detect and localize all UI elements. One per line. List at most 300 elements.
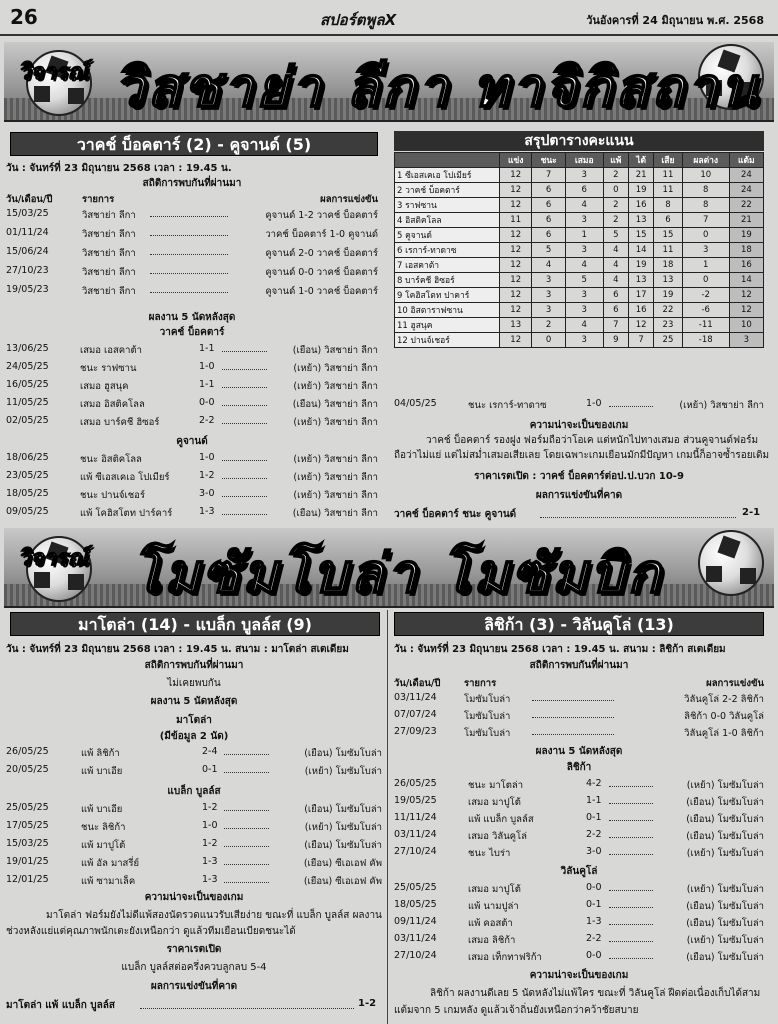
match-date: 17/05/25 — [6, 820, 49, 831]
h2h-row — [394, 709, 764, 721]
opponent: แพ้ มาปูโต้ — [81, 840, 126, 851]
venue-league: (เหย้า) วิสชาย่า ลีกา — [293, 490, 378, 501]
analysis-text: ช่วงหลังแย่แต่คุณภาพนักเตะยังเหนือกว่า ดูแล้วทีมเยือนเบียดชนะได้ — [6, 926, 296, 937]
score: 2-2 — [586, 829, 602, 840]
stat-cell: 9 — [603, 333, 628, 348]
stat-cell: 2 — [603, 168, 628, 183]
match-result: คูจานด์ 0-0 วาคช์ บ็อคตาร์ — [265, 267, 378, 278]
h2h-row — [394, 726, 764, 738]
h2h-title: สถิติการพบกันที่ผ่านมา — [529, 660, 629, 671]
opponent: เสมอ มาปูโต้ — [468, 797, 521, 808]
leader-dots — [224, 802, 269, 811]
opponent: แพ้ อัล มาสรี่ย์ — [81, 858, 140, 869]
form-row — [394, 812, 764, 824]
stat-cell: 19 — [629, 258, 654, 273]
stat-cell: 3 — [532, 288, 566, 303]
stat-cell: 3 — [565, 213, 603, 228]
stat-cell: 21 — [629, 168, 654, 183]
team-name: วาคช์ บ็อคตาร์ — [159, 327, 225, 338]
match-date: 18/05/25 — [6, 488, 49, 499]
standings-row — [395, 318, 764, 333]
leader-dots — [140, 1000, 354, 1009]
prediction-title: ผลการแข่งขันที่คาด — [150, 981, 238, 992]
standings-row — [395, 183, 764, 198]
leader-dots — [532, 726, 614, 735]
match-title: ลิชิก้า (3) - วิลันคูโล่ (13) — [394, 612, 764, 636]
team-name: 11 ฮูสนุค — [395, 318, 500, 333]
opponent: แพ้ โคฮิสโตท ปาร์คาร์ — [80, 508, 173, 519]
form-row — [394, 778, 764, 790]
leader-dots — [222, 415, 267, 424]
opening-price-title: ราคาเรตเปิด — [166, 944, 222, 955]
stat-cell: 25 — [654, 333, 683, 348]
team-name: คูจานด์ — [176, 436, 208, 447]
analysis-text: มาโตล่า ฟอร์มยังไม่ดีแพ้สองนัดรวดแนวรับเสียง่าย ขณะที่ แบล็ก บูลล์ส ผลงาน — [46, 910, 382, 921]
team-name: 4 อิสติคโลล — [395, 213, 500, 228]
opponent: เสมอ ฮูสนุค — [80, 381, 129, 392]
opponent: เสมอ บาร์คชี ฮิซอร์ — [80, 417, 160, 428]
match-date: 18/05/25 — [394, 899, 437, 910]
column-header: ผลต่าง — [682, 153, 729, 168]
stat-cell: 5 — [532, 243, 566, 258]
venue-league: (เยือน) วิสชาย่า ลีกา — [292, 399, 378, 410]
leader-dots — [224, 838, 269, 847]
stat-cell: 3 — [565, 303, 603, 318]
match-result: วิลันคูโล่ 1-0 ลิชิก้า — [684, 728, 764, 739]
stat-cell: 6 — [532, 183, 566, 198]
form-row — [6, 856, 382, 868]
opening-price: ราคาเรตเปิด : วาคช์ บ็อคตาร์ต่อป.ป.บวก 10-9 — [474, 471, 684, 482]
standings-header — [395, 153, 764, 168]
score: 1-1 — [199, 379, 215, 390]
match-date: 03/11/24 — [394, 692, 437, 703]
stat-cell: 6 — [603, 288, 628, 303]
competition: วิสชาย่า ลีกา — [82, 229, 136, 240]
match-result: วาคช์ บ็อคตาร์ 1-0 คูจานด์ — [265, 229, 378, 240]
match-date: 03/11/24 — [394, 829, 437, 840]
stat-cell: 3 — [565, 243, 603, 258]
score: 1-2 — [202, 838, 218, 849]
venue-league: (เยือน) ซีเอเอฟ คัพ — [303, 876, 382, 887]
opponent: แพ้ บาเอีย — [81, 766, 123, 777]
form-row — [6, 874, 382, 886]
venue-league: (เหย้า) วิสชาย่า ลีกา — [679, 400, 764, 411]
match-info: วัน : จันทร์ที่ 23 มิถุนายน 2568 เวลา : 19.45 น. สนาม : มาโตล่า สเตเดียม — [6, 644, 349, 655]
stat-cell: 6 — [532, 213, 566, 228]
leader-dots — [609, 829, 653, 838]
competition: โมซัมโบล่า — [464, 694, 511, 705]
stat-cell: 11 — [654, 243, 683, 258]
match-date: 09/05/25 — [6, 506, 49, 517]
match-date: 04/05/25 — [394, 398, 437, 409]
stat-cell: 16 — [729, 258, 763, 273]
leader-dots — [609, 778, 653, 787]
opponent: แพ้ ลิชิก้า — [81, 748, 120, 759]
stat-cell: 2 — [603, 213, 628, 228]
opponent: เสมอ เท็กทาฟริก้า — [468, 952, 542, 963]
score: 1-0 — [202, 820, 218, 831]
form-row — [394, 916, 764, 928]
stat-cell: 6 — [532, 198, 566, 213]
team-column-header — [395, 153, 500, 168]
match-date: 27/10/23 — [6, 265, 49, 276]
stat-cell: 4 — [565, 258, 603, 273]
stat-cell: 3 — [565, 333, 603, 348]
h2h-title: สถิติการพบกันที่ผ่านมา — [144, 660, 244, 671]
stat-cell: 18 — [654, 258, 683, 273]
score: 0-1 — [586, 812, 602, 823]
stat-cell: 0 — [682, 273, 729, 288]
venue-league: (เยือน) โมซัมโบล่า — [686, 918, 764, 929]
standings-row — [395, 273, 764, 288]
stat-cell: 22 — [654, 303, 683, 318]
stat-cell: 4 — [603, 273, 628, 288]
venue-league: (เหย้า) โมซัมโบล่า — [304, 766, 382, 777]
score: 3-0 — [199, 488, 215, 499]
stat-cell: 3 — [565, 168, 603, 183]
match-date: 23/05/25 — [6, 470, 49, 481]
match-date: 15/06/24 — [6, 246, 49, 257]
opponent: แพ้ นามปูล่า — [468, 901, 519, 912]
venue-league: (เยือน) โมซัมโบล่า — [304, 748, 382, 759]
score: 1-0 — [199, 361, 215, 372]
venue-league: (เหย้า) วิสชาย่า ลีกา — [293, 381, 378, 392]
match-date: 01/11/24 — [6, 227, 49, 238]
opponent: เสมอ เอสคาต้า — [80, 345, 142, 356]
score: 1-1 — [199, 343, 215, 354]
match-date: 11/11/24 — [394, 812, 437, 823]
form-row — [394, 933, 764, 945]
prediction-score: 2-1 — [742, 507, 761, 518]
stat-cell: 6 — [532, 228, 566, 243]
form-row — [394, 950, 764, 962]
venue-league: (เยือน) ซีเอเอฟ คัพ — [303, 858, 382, 869]
venue-league: (เหย้า) วิสชาย่า ลีกา — [293, 417, 378, 428]
form-row — [6, 802, 382, 814]
venue-league: (เยือน) โมซัมโบล่า — [304, 804, 382, 815]
venue-league: (เหย้า) วิสชาย่า ลีกา — [293, 363, 378, 374]
opponent: แพ้ ซีเอสเคเอ โปเมียร์ — [80, 472, 170, 483]
stat-cell: 0 — [532, 333, 566, 348]
stat-cell: 11 — [654, 183, 683, 198]
match-date: 15/03/25 — [6, 208, 49, 219]
score: 1-2 — [202, 802, 218, 813]
last5-title: ผลงาน 5 นัดหลังสุด — [535, 746, 623, 757]
stat-cell: 14 — [629, 243, 654, 258]
match-date: 15/03/25 — [6, 838, 49, 849]
stat-cell: 13 — [500, 318, 532, 333]
stat-cell: -2 — [682, 288, 729, 303]
column-header: ชนะ — [532, 153, 566, 168]
score: 0-0 — [586, 882, 602, 893]
football-icon — [698, 530, 764, 596]
banner-tajikistan — [4, 42, 774, 122]
score: 1-3 — [202, 874, 218, 885]
standings-title: สรุปตารางคะแนน — [394, 131, 764, 151]
stat-cell: 7 — [603, 318, 628, 333]
stat-cell: 3 — [565, 288, 603, 303]
standings-row — [395, 258, 764, 273]
masthead-logo: สปอร์ตพูลX — [320, 11, 397, 29]
form-row — [394, 829, 764, 841]
team-name: 8 บาร์คชี ฮิซอร์ — [395, 273, 500, 288]
leader-dots — [222, 452, 267, 461]
prediction-score: 1-2 — [358, 998, 377, 1009]
opponent: ชนะ ปานจ์เชอร์ — [80, 490, 145, 501]
leader-dots — [222, 343, 267, 352]
stat-cell: 12 — [500, 333, 532, 348]
stat-cell: 12 — [500, 183, 532, 198]
stat-cell: 4 — [603, 243, 628, 258]
stat-cell: 12 — [500, 228, 532, 243]
form-row — [6, 452, 378, 464]
stat-cell: 24 — [729, 168, 763, 183]
leader-dots — [532, 692, 614, 701]
venue-league: (เยือน) วิสชาย่า ลีกา — [292, 508, 378, 519]
venue-league: (เยือน) โมซัมโบล่า — [686, 797, 764, 808]
standings-row — [395, 333, 764, 348]
stat-cell: 8 — [682, 183, 729, 198]
standings-row — [395, 213, 764, 228]
stat-cell: 15 — [629, 228, 654, 243]
standings-row — [395, 198, 764, 213]
form-row — [6, 379, 378, 391]
team-name: ลิชิก้า — [566, 762, 592, 773]
leader-dots — [150, 208, 228, 217]
stat-cell: 6 — [603, 303, 628, 318]
match-result: คูจานด์ 1-2 วาคช์ บ็อคตาร์ — [265, 210, 378, 221]
match-date: 20/05/25 — [6, 764, 49, 775]
match-date: 27/10/24 — [394, 950, 437, 961]
match-title: วาคช์ บ็อคตาร์ (2) - คูจานด์ (5) — [10, 132, 378, 156]
team-name: 1 ซีเอสเคเอ โปเมียร์ — [395, 168, 500, 183]
leader-dots — [222, 361, 267, 370]
column-header: เสมอ — [565, 153, 603, 168]
stat-cell: 2 — [603, 198, 628, 213]
prediction-title: ผลการแข่งขันที่คาด — [535, 490, 623, 501]
leader-dots — [222, 397, 267, 406]
analysis-text: ลิชิก้า ผลงานดีเลย 5 นัดหลังไม่แพ้ใคร ขณะที่ วิลันคูโล่ ฝืดต่อเนื่องเก็บได้สาม — [430, 988, 761, 999]
opponent: แพ้ คอสต้า — [468, 918, 513, 929]
stat-cell: 12 — [729, 288, 763, 303]
score: 1-3 — [586, 916, 602, 927]
match-info: วัน : จันทร์ที่ 23 มิถุนายน 2568 เวลา : 19.45 น. สนาม : ลิชิก้า สเตเดียม — [394, 644, 726, 655]
leader-dots — [609, 916, 653, 925]
standings-row — [395, 243, 764, 258]
score: 0-1 — [586, 899, 602, 910]
stat-cell: 13 — [629, 273, 654, 288]
match-title: มาโตล่า (14) - แบล็ก บูลล์ส (9) — [10, 612, 380, 636]
stat-cell: 13 — [654, 273, 683, 288]
leader-dots — [609, 795, 653, 804]
match-info: วัน : จันทร์ที่ 23 มิถุนายน 2568 เวลา : 19.45 น. — [6, 163, 232, 174]
competition: โมซัมโบล่า — [464, 728, 511, 739]
leader-dots — [222, 470, 267, 479]
opponent: เสมอ ลิชิก้า — [468, 935, 516, 946]
stat-cell: -18 — [682, 333, 729, 348]
analysis-title: ความน่าจะเป็นของเกม — [529, 970, 629, 981]
venue-league: (เหย้า) โมซัมโบล่า — [686, 848, 764, 859]
analysis-title: ความน่าจะเป็นของเกม — [144, 892, 244, 903]
column-header: แข่ง — [500, 153, 532, 168]
stat-cell: 12 — [629, 318, 654, 333]
venue-league: (เหย้า) โมซัมโบล่า — [686, 884, 764, 895]
stat-cell: 12 — [500, 303, 532, 318]
top-bar — [0, 0, 778, 36]
column-header: เสีย — [654, 153, 683, 168]
h2h-header: วัน/เดือน/ปี รายการ ผลการแข่งขัน — [394, 678, 764, 689]
opponent: ชนะ มาโตล่า — [468, 780, 524, 791]
stat-cell: 21 — [729, 213, 763, 228]
opponent: ชนะ อิสติคโลล — [80, 454, 142, 465]
team-name: วิลันคูโล่ — [560, 866, 598, 877]
prediction: มาโตล่า แพ้ แบล็ก บูลล์ส — [6, 1000, 115, 1011]
h2h-none: ไม่เคยพบกัน — [167, 678, 221, 689]
analysis-text: ถือว่าไม่แย่ แต่ไม่สม่ำเสมอเสียเลย โดยเฉพาะเกมเยือนมักมีปัญหา เกมนี้ก็อาจซ้ำรอยเดิม — [394, 450, 770, 461]
opponent: แพ้ บาเอีย — [81, 804, 123, 815]
match-date: 27/09/23 — [394, 726, 437, 737]
leader-dots — [609, 812, 653, 821]
stat-cell: 8 — [682, 198, 729, 213]
match-date: 11/05/25 — [6, 397, 49, 408]
form-row — [394, 398, 764, 410]
opening-price: แบล็ก บูลล์สต่อครึ่งควบลูกลบ 5-4 — [121, 962, 267, 973]
match-date: 18/06/25 — [6, 452, 49, 463]
team-note: (มีข้อมูล 2 นัด) — [159, 731, 229, 742]
analysis-title: ความน่าจะเป็นของเกม — [529, 420, 629, 431]
competition: วิสชาย่า ลีกา — [82, 210, 136, 221]
competition: วิสชาย่า ลีกา — [82, 286, 136, 297]
leader-dots — [224, 856, 269, 865]
opponent: แพ้ ซามาเล็ค — [81, 876, 136, 887]
form-row — [6, 343, 378, 355]
leader-dots — [224, 874, 269, 883]
team-name: 2 วาคช์ บ็อคตาร์ — [395, 183, 500, 198]
stat-cell: 12 — [500, 243, 532, 258]
match-date: 25/05/25 — [6, 802, 49, 813]
opponent: ชนะ ราฟซาน — [80, 363, 137, 374]
form-row — [6, 361, 378, 373]
venue-league: (เยือน) โมซัมโบล่า — [686, 814, 764, 825]
leader-dots — [150, 227, 228, 236]
leader-dots — [224, 764, 269, 773]
score: 2-2 — [586, 933, 602, 944]
match-date: 19/05/25 — [394, 795, 437, 806]
standings-row — [395, 303, 764, 318]
form-row — [394, 795, 764, 807]
score: 1-3 — [199, 506, 215, 517]
stat-cell: 4 — [565, 318, 603, 333]
competition: วิสชาย่า ลีกา — [82, 248, 136, 259]
form-row — [6, 764, 382, 776]
match-date: 13/06/25 — [6, 343, 49, 354]
match-date: 16/05/25 — [6, 379, 49, 390]
stat-cell: 6 — [565, 183, 603, 198]
match-date: 27/10/24 — [394, 846, 437, 857]
team-name: 10 อิสตาราฟซาน — [395, 303, 500, 318]
column-divider — [387, 610, 388, 1024]
form-row — [6, 838, 382, 850]
stat-cell: 4 — [603, 258, 628, 273]
opponent: เสมอ อิสติคโลล — [80, 399, 145, 410]
banner-kicker: วิจารณ์ — [18, 60, 88, 85]
stat-cell: 3 — [682, 243, 729, 258]
stat-cell: -11 — [682, 318, 729, 333]
score: 1-3 — [202, 856, 218, 867]
stat-cell: 12 — [500, 168, 532, 183]
opponent: เสมอ วิลันคูโล่ — [468, 831, 527, 842]
stat-cell: 12 — [500, 198, 532, 213]
opponent: เสมอ มาปูโต้ — [468, 884, 521, 895]
stat-cell: 15 — [654, 228, 683, 243]
stat-cell: 10 — [729, 318, 763, 333]
score: 0-0 — [199, 397, 215, 408]
match-date: 25/05/25 — [394, 882, 437, 893]
form-row — [6, 397, 378, 409]
column-header: แพ้ — [603, 153, 628, 168]
stat-cell: 19 — [729, 228, 763, 243]
stat-cell: 13 — [629, 213, 654, 228]
match-date: 24/05/25 — [6, 361, 49, 372]
analysis-text: วาคช์ บ็อคตาร์ รองฝูง ฟอร์มถือว่าโอเค แต่หนักไปทางเสมอ ส่วนคูจานด์ฟอร์ม — [426, 435, 759, 446]
team-name: 5 คูจานด์ — [395, 228, 500, 243]
score: 2-4 — [202, 746, 218, 757]
stat-cell: 19 — [629, 183, 654, 198]
stat-cell: 1 — [682, 258, 729, 273]
leader-dots — [150, 265, 228, 274]
stat-cell: 0 — [603, 183, 628, 198]
team-name: 3 ราฟซาน — [395, 198, 500, 213]
leader-dots — [609, 846, 653, 855]
form-row — [394, 882, 764, 894]
match-date: 03/11/24 — [394, 933, 437, 944]
leader-dots — [609, 899, 653, 908]
leader-dots — [222, 506, 267, 515]
score: 0-1 — [202, 764, 218, 775]
score: 1-0 — [199, 452, 215, 463]
leader-dots — [609, 882, 653, 891]
stat-cell: 6 — [654, 213, 683, 228]
match-date: 26/05/25 — [6, 746, 49, 757]
stat-cell: 7 — [682, 213, 729, 228]
leader-dots — [222, 488, 267, 497]
form-row — [6, 746, 382, 758]
stat-cell: 5 — [565, 273, 603, 288]
last5-title: ผลงาน 5 นัดหลังสุด — [150, 696, 238, 707]
match-date: 19/01/25 — [6, 856, 49, 867]
team-name: แบล็ก บูลล์ส — [167, 786, 221, 797]
page-number: 26 — [10, 5, 38, 29]
venue-league: (เหย้า) โมซัมโบล่า — [686, 780, 764, 791]
form-row — [6, 415, 378, 427]
h2h-title: สถิติการพบกันที่ผ่านมา — [142, 178, 242, 189]
stat-cell: 24 — [729, 183, 763, 198]
match-result: วิลันคูโล่ 2-2 ลิชิก้า — [684, 694, 764, 705]
stat-cell: 8 — [654, 198, 683, 213]
stat-cell: 18 — [729, 243, 763, 258]
form-row — [6, 820, 382, 832]
standings-row — [395, 288, 764, 303]
standings-table — [394, 152, 764, 348]
h2h-row — [6, 284, 378, 296]
stat-cell: 7 — [532, 168, 566, 183]
match-result: คูจานด์ 2-0 วาคช์ บ็อคตาร์ — [265, 248, 378, 259]
stat-cell: 22 — [729, 198, 763, 213]
match-date: 02/05/25 — [6, 415, 49, 426]
stat-cell: 16 — [629, 198, 654, 213]
score: 2-2 — [199, 415, 215, 426]
h2h-header: วัน/เดือน/ปี รายการ ผลการแข่งขัน — [6, 194, 378, 205]
